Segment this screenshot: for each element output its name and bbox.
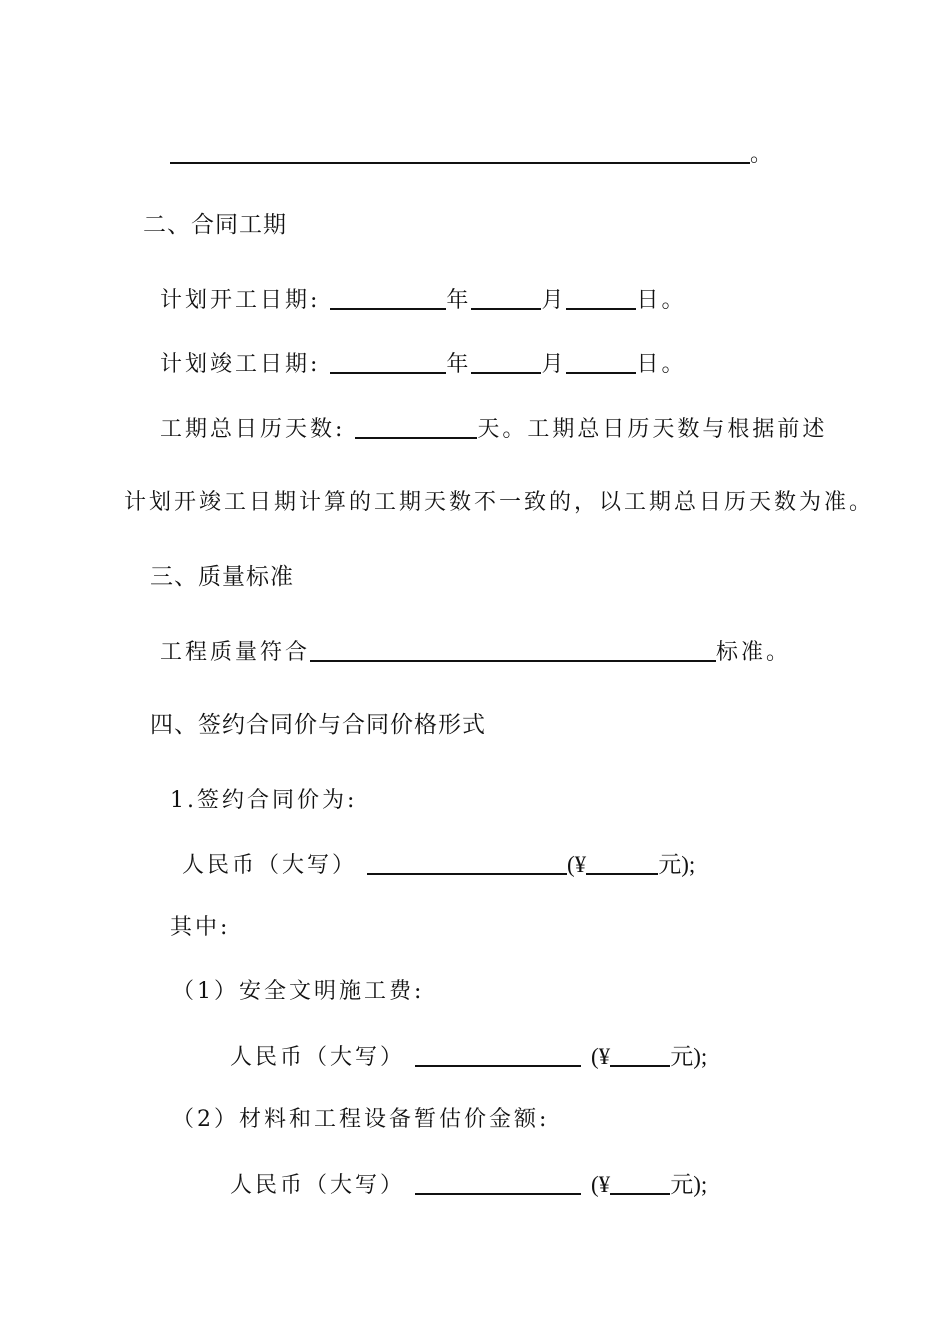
rmb-uppercase-blank — [415, 1041, 581, 1067]
contract-price-label-line — [170, 786, 357, 816]
item1-line — [172, 977, 424, 1007]
blank-field — [170, 138, 750, 164]
yen-open: (¥ — [591, 1044, 611, 1069]
year-label: 年 — [446, 352, 472, 377]
item2-label: （2）材料和工程设备暂估价金额: — [172, 1107, 550, 1132]
quality-suffix: 标准。 — [716, 640, 792, 665]
yen-amount-blank — [610, 1169, 670, 1195]
yen-amount-blank — [586, 849, 658, 875]
day-label: 日。 — [636, 288, 687, 313]
month-label: 月 — [541, 352, 567, 377]
yuan-close: 元); — [670, 1172, 708, 1197]
section-heading-quality: 三、质量标准 — [150, 564, 294, 590]
section-heading-duration: 二、合同工期 — [143, 212, 287, 238]
total-days-label: 工期总日历天数: — [160, 417, 346, 442]
yen-open: (¥ — [567, 852, 587, 877]
rmb-label: 人民币（大写） — [230, 1045, 406, 1070]
month-blank — [471, 348, 541, 374]
of-which-label: 其中: — [170, 915, 231, 940]
day-label: 日。 — [636, 352, 687, 377]
rmb-label: 人民币（大写） — [182, 853, 358, 878]
total-days-note: 计划开竣工日期计算的工期天数不一致的，以工期总日历天数为准。 — [124, 490, 875, 515]
day-blank — [566, 348, 636, 374]
section-heading-price: 四、签约合同价与合同价格形式 — [150, 712, 486, 738]
rmb-line-item1 — [230, 1041, 707, 1073]
planned-start-date-line — [160, 284, 686, 316]
quality-line — [160, 636, 791, 668]
rmb-uppercase-blank — [367, 849, 567, 875]
finish-date-label: 计划竣工日期: — [160, 352, 321, 377]
rmb-line-item2 — [230, 1169, 707, 1201]
year-label: 年 — [446, 288, 472, 313]
yuan-close: 元); — [658, 852, 696, 877]
year-blank — [330, 348, 446, 374]
contract-price-label: 1.签约合同价为: — [170, 788, 358, 813]
period: 。 — [750, 142, 776, 167]
month-label: 月 — [541, 288, 567, 313]
planned-finish-date-line — [160, 348, 686, 380]
rmb-uppercase-blank — [415, 1169, 581, 1195]
of-which-line — [170, 913, 230, 943]
month-blank — [471, 284, 541, 310]
yuan-close: 元); — [670, 1044, 708, 1069]
rmb-label: 人民币（大写） — [230, 1173, 406, 1198]
item2-line — [172, 1105, 549, 1135]
total-days-note-line — [124, 488, 874, 518]
yen-open: (¥ — [591, 1172, 611, 1197]
start-date-label: 计划开工日期: — [160, 288, 321, 313]
quality-blank — [310, 636, 716, 662]
top-blank-line — [170, 138, 775, 170]
day-blank — [566, 284, 636, 310]
total-days-line — [160, 413, 827, 445]
quality-prefix: 工程质量符合 — [160, 640, 311, 665]
total-days-text: 天。工期总日历天数与根据前述 — [477, 417, 828, 442]
item1-label: （1）安全文明施工费: — [172, 979, 425, 1004]
days-blank — [355, 413, 477, 439]
year-blank — [330, 284, 446, 310]
yen-amount-blank — [610, 1041, 670, 1067]
rmb-line-main — [182, 849, 695, 881]
